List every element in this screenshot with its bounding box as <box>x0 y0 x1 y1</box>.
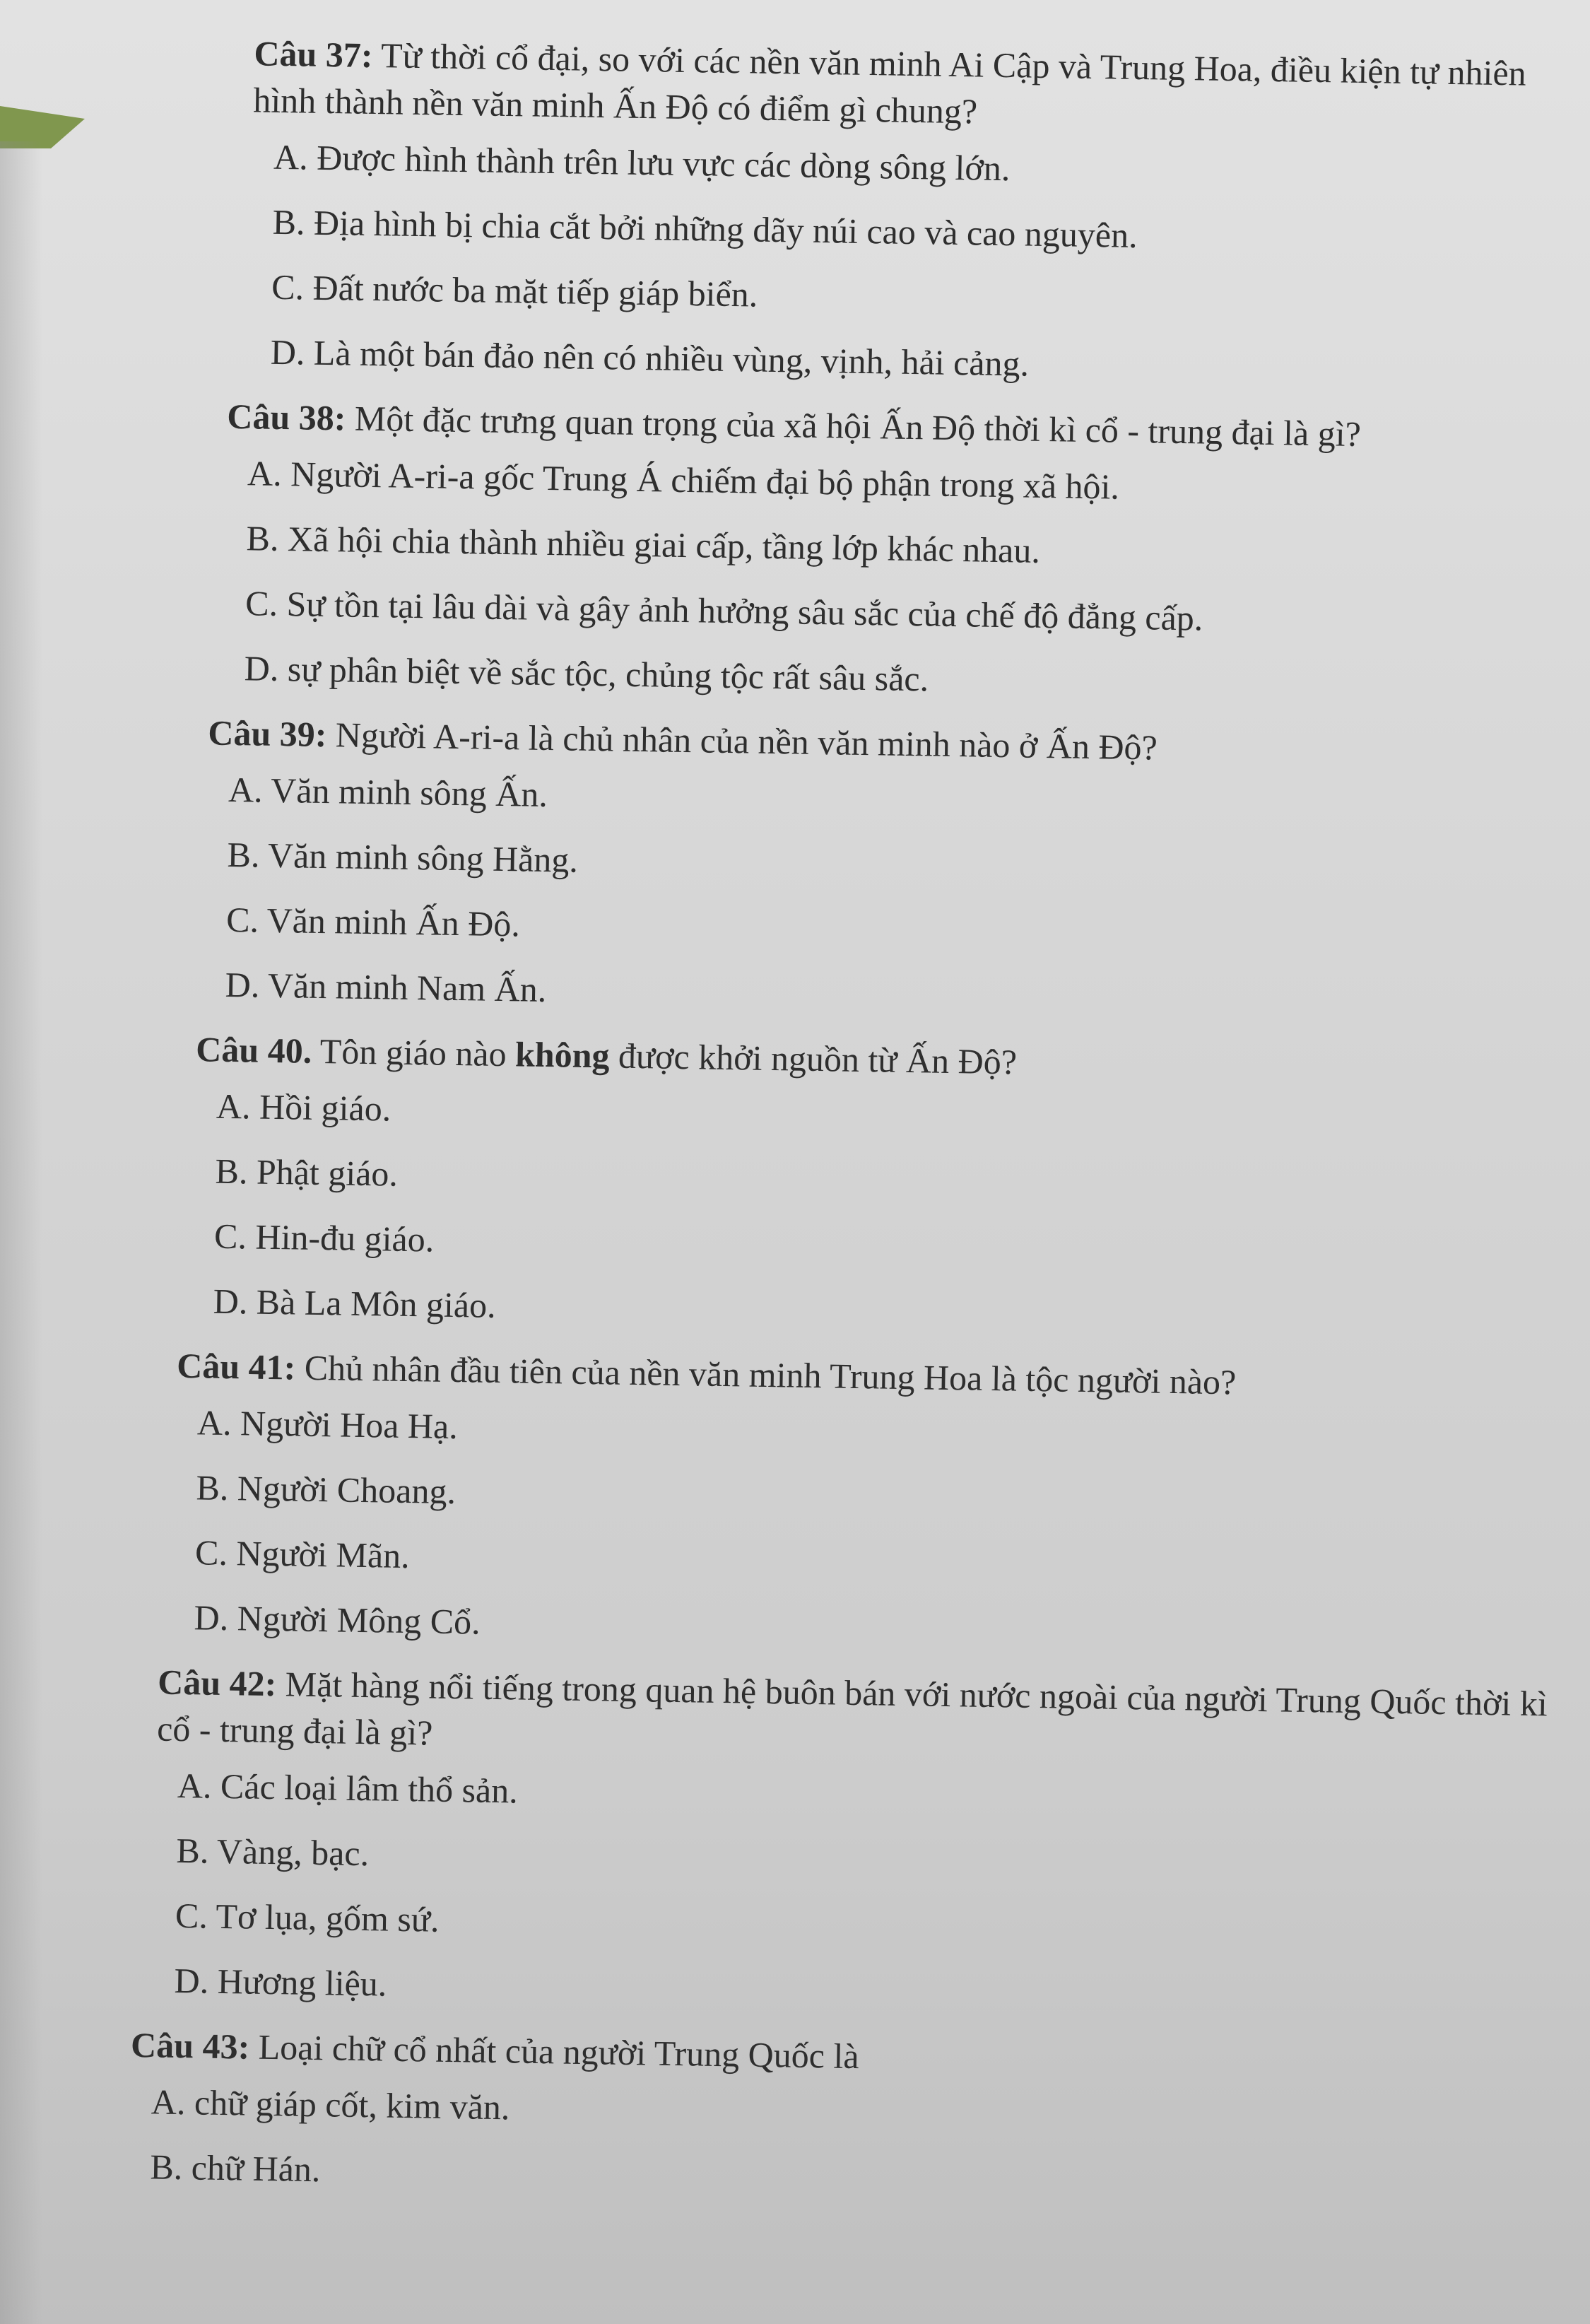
question-text: Người A-ri-a là chủ nhân của nền văn minh nào ở Ấn Độ? <box>326 715 1158 768</box>
answer-option-b: B. Vàng, bạc. <box>176 1830 370 1874</box>
answer-option-b: B. Phật giáo. <box>215 1151 399 1194</box>
question-label: Câu 42: <box>157 1662 277 1704</box>
answer-option-b: B. chữ Hán. <box>150 2147 321 2190</box>
answer-option-a: A. chữ giáp cốt, kim văn. <box>151 2082 510 2128</box>
question-text: được khởi nguồn từ Ấn Độ? <box>609 1035 1018 1082</box>
question-label: Câu 41: <box>176 1345 296 1387</box>
question-text: Một đặc trưng quan trọng của xã hội Ấn Độ thời kì cổ - trung đại là gì? <box>346 398 1362 454</box>
answer-option-d: D. Hương liệu. <box>174 1960 387 2004</box>
question-stem <box>177 1342 1570 1411</box>
question-stem <box>208 709 1579 777</box>
emphasis-word: không <box>514 1034 610 1076</box>
answer-option-a: A. Văn minh sông Ấn. <box>228 769 548 815</box>
answer-option-b: B. Xã hội chia thành nhiều giai cấp, tầng lớp khác nhau. <box>246 518 1041 570</box>
paper-fold-shadow <box>0 141 42 2324</box>
question-40 <box>192 1026 1574 1346</box>
answer-option-d: D. Bà La Môn giáo. <box>213 1281 497 1325</box>
answer-option-d: D. Văn minh Nam Ấn. <box>225 964 547 1010</box>
answer-option-a: A. Các loại lâm thổ sản. <box>177 1765 519 1811</box>
answer-option-d: D. Là một bán đảo nên có nhiều vùng, vịnh, hải cảng. <box>270 331 1030 384</box>
answer-option-a: A. Được hình thành trên lưu vực các dòng sông lớn. <box>273 136 1011 189</box>
answer-option-c: C. Tơ lụa, gốm sứ. <box>175 1895 440 1939</box>
question-label: Câu 37: <box>254 33 373 75</box>
question-label: Câu 39: <box>207 712 327 755</box>
answer-option-a: A. Hồi giáo. <box>216 1086 391 1129</box>
answer-option-c: C. Sự tồn tại lâu dài và gây ảnh hưởng sâu sắc của chế độ đẳng cấp. <box>245 583 1203 638</box>
answer-option-c: C. Người Mãn. <box>194 1532 411 1576</box>
question-text: Tôn giáo nào <box>311 1031 516 1074</box>
question-text: Mặt hàng nổi tiếng trong quan hệ buôn bán với nước ngoài của người Trung Quốc thời kì cổ - trung đại là gì? <box>156 1664 1557 1753</box>
answer-option-d: D. sự phân biệt về sắc tộc, chủng tộc rất sâu sắc. <box>244 648 929 699</box>
question-stem <box>196 1026 1574 1094</box>
answer-option-a: A. Người A-ri-a gốc Trung Á chiếm đại bộ phận trong xã hội. <box>247 453 1120 507</box>
question-stem <box>253 30 1590 144</box>
question-41 <box>172 1342 1569 1662</box>
question-39 <box>204 709 1579 1028</box>
answer-option-c: C. Văn minh Ấn Độ. <box>225 899 521 944</box>
exam-document <box>114 28 1590 2231</box>
answer-option-b: B. Địa hình bị chia cắt bởi những dãy núi cao và cao nguyên. <box>272 201 1138 256</box>
question-text: Loại chữ cổ nhất của người Trung Quốc là <box>249 2026 860 2077</box>
question-37 <box>249 30 1589 396</box>
question-label: Câu 43: <box>130 2024 250 2067</box>
question-43 <box>129 2021 1558 2212</box>
question-stem <box>227 393 1584 461</box>
answer-option-d: D. Người Mông Cổ. <box>194 1597 481 1642</box>
question-stem <box>131 2021 1559 2091</box>
answer-option-b: B. Văn minh sông Hằng. <box>227 834 579 880</box>
answer-option-b: B. Người Choang. <box>196 1467 457 1512</box>
answer-option-a: A. Người Hoa Hạ. <box>196 1402 459 1447</box>
question-38 <box>223 393 1584 712</box>
question-label: Câu 38: <box>226 396 346 438</box>
question-label: Câu 40. <box>195 1029 312 1071</box>
answer-option-c: C. Đất nước ba mặt tiếp giáp biển. <box>271 266 758 315</box>
question-text: Từ thời cổ đại, so với các nền văn minh Ai Cập và Trung Hoa, điều kiện tự nhiên hình thành nền văn minh Ấn Độ có điểm gì chung? <box>252 35 1536 131</box>
question-42 <box>153 1659 1564 2026</box>
answer-option-c: C. Hin-đu giáo. <box>213 1216 435 1260</box>
question-text: Chủ nhân đầu tiên của nền văn minh Trung Hoa là tộc người nào? <box>295 1347 1237 1402</box>
question-stem <box>157 1659 1565 1774</box>
